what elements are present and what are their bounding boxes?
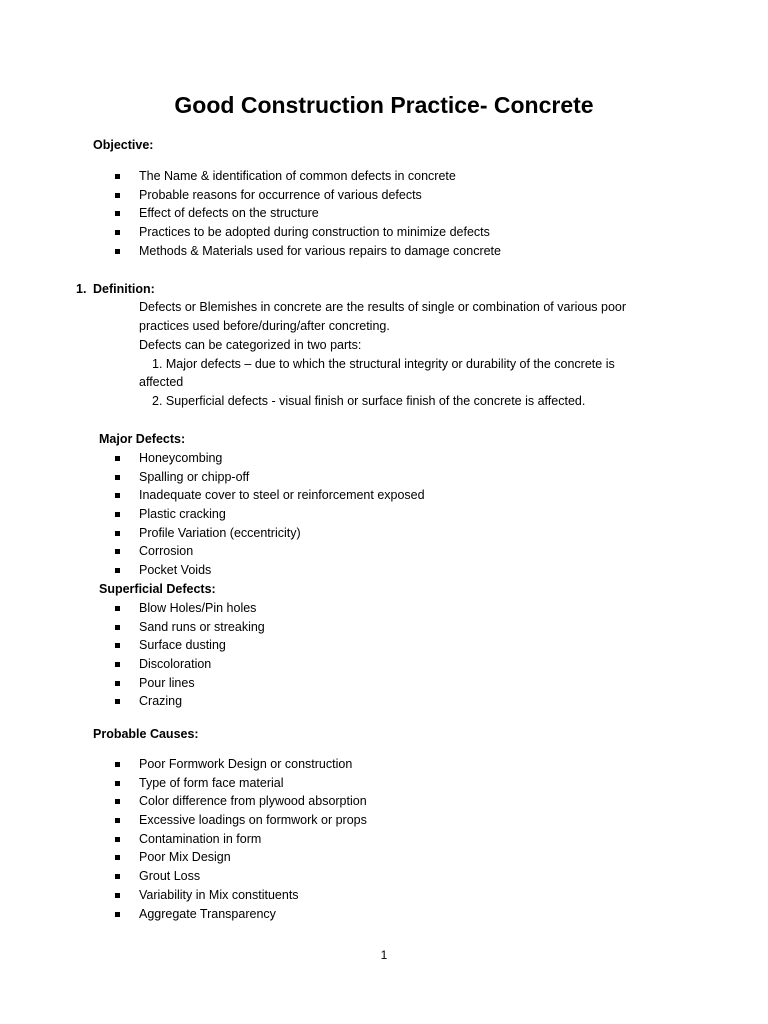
list-item: Methods & Materials used for various repairs to damage concrete bbox=[0, 242, 501, 261]
definition-line: 1. Major defects – due to which the structural integrity or durability of the concrete is bbox=[152, 357, 615, 371]
square-bullet-icon bbox=[115, 193, 120, 198]
square-bullet-icon bbox=[115, 799, 120, 804]
square-bullet-icon bbox=[115, 493, 120, 498]
list-item: Spalling or chipp-off bbox=[0, 468, 425, 487]
square-bullet-icon bbox=[115, 211, 120, 216]
square-bullet-icon bbox=[115, 893, 120, 898]
square-bullet-icon bbox=[115, 230, 120, 235]
list-item: Crazing bbox=[0, 692, 265, 711]
major-defects-heading: Major Defects: bbox=[99, 432, 186, 446]
definition-heading: Definition: bbox=[93, 282, 155, 296]
list-item: The Name & identification of common defects in concrete bbox=[0, 167, 501, 186]
square-bullet-icon bbox=[115, 855, 120, 860]
square-bullet-icon bbox=[115, 625, 120, 630]
list-item: Profile Variation (eccentricity) bbox=[0, 524, 425, 543]
list-item: Aggregate Transparency bbox=[0, 905, 367, 924]
list-item: Excessive loadings on formwork or props bbox=[0, 811, 367, 830]
list-item: Honeycombing bbox=[0, 449, 425, 468]
square-bullet-icon bbox=[115, 568, 120, 573]
list-item: Effect of defects on the structure bbox=[0, 204, 501, 223]
square-bullet-icon bbox=[115, 549, 120, 554]
definition-line: Defects or Blemishes in concrete are the results of single or combination of various poor bbox=[139, 300, 627, 314]
square-bullet-icon bbox=[115, 662, 120, 667]
list-item: Type of form face material bbox=[0, 774, 367, 793]
square-bullet-icon bbox=[115, 837, 120, 842]
definition-line: 2. Superficial defects - visual finish or surface finish of the concrete is affected. bbox=[152, 394, 586, 408]
list-item: Probable reasons for occurrence of various defects bbox=[0, 186, 501, 205]
definition-line: Defects can be categorized in two parts: bbox=[139, 338, 362, 352]
list-item: Inadequate cover to steel or reinforcement exposed bbox=[0, 486, 425, 505]
objective-list bbox=[0, 167, 501, 260]
square-bullet-icon bbox=[115, 874, 120, 879]
list-item: Grout Loss bbox=[0, 867, 367, 886]
definition-line: practices used before/during/after concreting. bbox=[139, 319, 390, 333]
list-item: Plastic cracking bbox=[0, 505, 425, 524]
square-bullet-icon bbox=[115, 606, 120, 611]
list-item: Poor Formwork Design or construction bbox=[0, 755, 367, 774]
square-bullet-icon bbox=[115, 174, 120, 179]
list-item: Variability in Mix constituents bbox=[0, 886, 367, 905]
major-defects-list bbox=[0, 449, 425, 580]
square-bullet-icon bbox=[115, 818, 120, 823]
list-item: Pour lines bbox=[0, 674, 265, 693]
square-bullet-icon bbox=[115, 643, 120, 648]
list-item: Surface dusting bbox=[0, 636, 265, 655]
probable-causes-list bbox=[0, 755, 367, 923]
list-item: Contamination in form bbox=[0, 830, 367, 849]
square-bullet-icon bbox=[115, 475, 120, 480]
page-number: 1 bbox=[380, 948, 388, 962]
superficial-defects-list bbox=[0, 599, 265, 711]
probable-causes-heading: Probable Causes: bbox=[93, 727, 199, 741]
square-bullet-icon bbox=[115, 249, 120, 254]
definition-line: affected bbox=[139, 375, 184, 389]
list-item: Pocket Voids bbox=[0, 561, 425, 580]
square-bullet-icon bbox=[115, 699, 120, 704]
list-item: Practices to be adopted during construction to minimize defects bbox=[0, 223, 501, 242]
square-bullet-icon bbox=[115, 512, 120, 517]
square-bullet-icon bbox=[115, 781, 120, 786]
list-item: Discoloration bbox=[0, 655, 265, 674]
square-bullet-icon bbox=[115, 456, 120, 461]
list-item: Corrosion bbox=[0, 542, 425, 561]
objective-heading: Objective: bbox=[93, 138, 154, 152]
square-bullet-icon bbox=[115, 681, 120, 686]
square-bullet-icon bbox=[115, 912, 120, 917]
list-item: Color difference from plywood absorption bbox=[0, 792, 367, 811]
list-item: Blow Holes/Pin holes bbox=[0, 599, 265, 618]
square-bullet-icon bbox=[115, 531, 120, 536]
list-item: Sand runs or streaking bbox=[0, 618, 265, 637]
square-bullet-icon bbox=[115, 762, 120, 767]
page-title: Good Construction Practice- Concrete bbox=[174, 92, 594, 118]
definition-number: 1. bbox=[76, 282, 87, 296]
list-item: Poor Mix Design bbox=[0, 848, 367, 867]
superficial-defects-heading: Superficial Defects: bbox=[99, 582, 216, 596]
